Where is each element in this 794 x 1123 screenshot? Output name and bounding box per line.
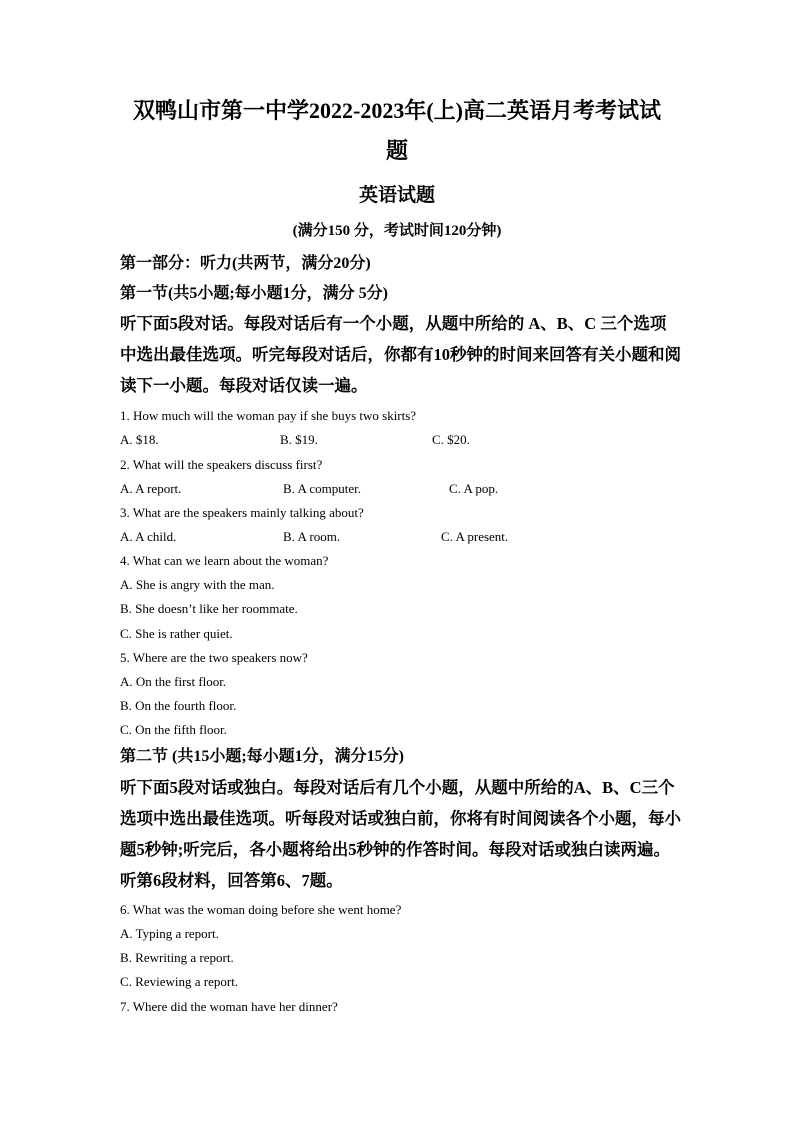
question-4-option-a: A. She is angry with the man. [120, 577, 275, 592]
question-5-option-a: A. On the first floor. [120, 674, 227, 689]
question-1-option-b: B. $19. [280, 432, 318, 447]
question-2: 2. What will the speakers discuss first? [120, 457, 323, 472]
question-5-option-c: C. On the fifth floor. [120, 722, 227, 737]
exam-title-line1: 双鸭山市第一中学2022-2023年(上)高二英语月考考试试 [133, 98, 661, 123]
question-2-option-c: C. A pop. [449, 481, 499, 496]
question-5-option-b: B. On the fourth floor. [120, 698, 237, 713]
section2-instructions-line4: 听第6段材料，回答第6、7题。 [120, 871, 343, 890]
section2-instructions-line3: 题5秒钟;听完后，各小题将给出5秒钟的作答时间。每段对话或独白读两遍。 [120, 840, 670, 859]
question-1-option-c: C. $20. [432, 432, 470, 447]
question-3-option-c: C. A present. [441, 529, 509, 544]
question-5: 5. Where are the two speakers now? [120, 650, 308, 665]
part1-heading: 第一部分：听力(共两节，满分20分) [120, 255, 371, 272]
question-4: 4. What can we learn about the woman? [120, 553, 329, 568]
question-7: 7. Where did the woman have her dinner? [120, 999, 338, 1014]
question-6-option-a: A. Typing a report. [120, 926, 219, 941]
question-2-option-b: B. A computer. [283, 481, 361, 496]
question-1-option-a: A. $18. [120, 432, 159, 447]
section1-instructions-line3: 读下一小题。每段对话仅读一遍。 [120, 376, 368, 395]
question-3-option-b: B. A room. [283, 529, 341, 544]
exam-title-line2: 题 [385, 138, 408, 163]
exam-info: (满分150 分，考试时间120分钟) [292, 223, 502, 239]
question-4-option-b: B. She doesn’t like her roommate. [120, 601, 298, 616]
section1-instructions-line2: 中选出最佳选项。听完每段对话后，你都有10秒钟的时间来回答有关小题和阅 [120, 345, 681, 364]
question-3-option-a: A. A child. [120, 529, 177, 544]
question-1: 1. How much will the woman pay if she buys two skirts? [120, 408, 417, 423]
section1-instructions-line1: 听下面5段对话。每段对话后有一个小题，从题中所给的 A、B、C 三个选项 [120, 314, 667, 333]
question-2-option-a: A. A report. [120, 481, 182, 496]
exam-subtitle: 英语试题 [358, 185, 435, 206]
question-6: 6. What was the woman doing before she went home? [120, 902, 402, 917]
question-6-option-b: B. Rewriting a report. [120, 950, 234, 965]
section1-heading: 第一节(共5小题;每小题1分，满分 5分) [120, 285, 388, 302]
question-3: 3. What are the speakers mainly talking about? [120, 505, 364, 520]
question-4-option-c: C. She is rather quiet. [120, 626, 233, 641]
section2-instructions-line2: 选项中选出最佳选项。听每段对话或独白前，你将有时间阅读各个小题，每小 [120, 809, 681, 828]
section2-heading: 第二节 (共15小题;每小题1分，满分15分) [120, 748, 404, 765]
question-6-option-c: C. Reviewing a report. [120, 974, 239, 989]
section2-instructions-line1: 听下面5段对话或独白。每段对话后有几个小题，从题中所给的A、B、C三个 [120, 778, 675, 797]
